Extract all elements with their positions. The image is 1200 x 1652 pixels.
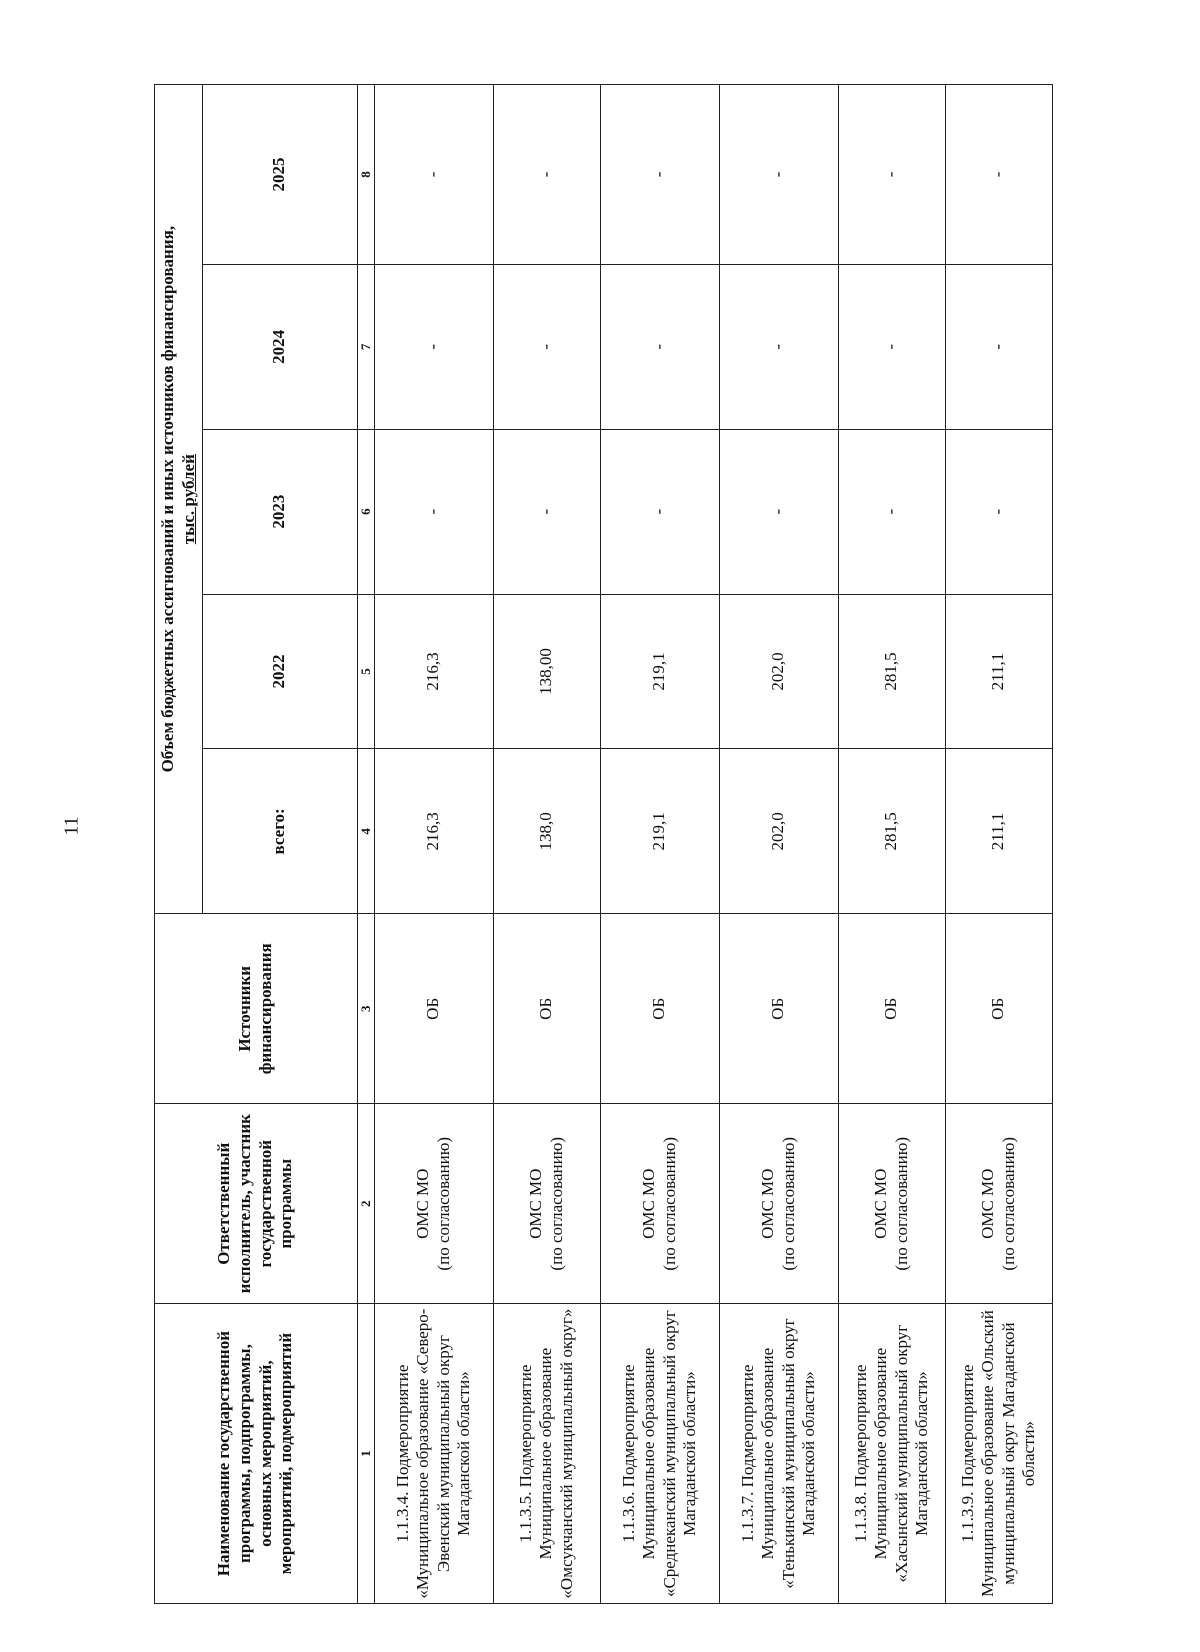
- executor-name: ОМС МО: [978, 1168, 998, 1239]
- table-row: [493, 85, 600, 1604]
- table-row: [374, 85, 493, 1604]
- row-source: ОБ: [838, 914, 945, 1104]
- executor-note: (по согласованию): [778, 1136, 798, 1271]
- row-source: ОБ: [945, 914, 1052, 1104]
- row-program-name: 1.1.3.7. Подмероприятие Муниципальное образование «Тенькинский муниципальный округ Магаданской области»: [719, 1304, 838, 1604]
- row-executor: [719, 1104, 838, 1304]
- header-funding-source: Источники финансирования: [155, 914, 358, 1104]
- column-number: 4: [357, 749, 374, 914]
- row-total: 138,0: [493, 749, 600, 914]
- table-row: [945, 85, 1052, 1604]
- column-number: 3: [357, 914, 374, 1104]
- row-total: 216,3: [374, 749, 493, 914]
- header-year-2025: 2025: [202, 85, 357, 265]
- row-executor: [838, 1104, 945, 1304]
- header-year-2022: 2022: [202, 594, 357, 749]
- row-2024: -: [945, 264, 1052, 429]
- row-2024: -: [493, 264, 600, 429]
- row-2023: -: [600, 429, 719, 594]
- column-number-row: [357, 85, 374, 1604]
- row-total: 202,0: [719, 749, 838, 914]
- header-year-2023: 2023: [202, 429, 357, 594]
- executor-name: ОМС МО: [758, 1168, 778, 1239]
- row-2022: 211,1: [945, 594, 1052, 749]
- row-2022: 202,0: [719, 594, 838, 749]
- header-executor: Ответственный исполнитель, участник государственной программы: [155, 1104, 358, 1304]
- row-2025: -: [945, 85, 1052, 265]
- row-2023: -: [945, 429, 1052, 594]
- header-total: всего:: [202, 749, 357, 914]
- row-executor: [945, 1104, 1052, 1304]
- row-2022: 281,5: [838, 594, 945, 749]
- row-2025: -: [600, 85, 719, 265]
- header-funding-volume: [155, 85, 203, 914]
- row-2025: -: [374, 85, 493, 265]
- row-2024: -: [719, 264, 838, 429]
- table-row: [600, 85, 719, 1604]
- row-total: 211,1: [945, 749, 1052, 914]
- row-executor: [600, 1104, 719, 1304]
- row-2023: -: [374, 429, 493, 594]
- row-2022: 138,00: [493, 594, 600, 749]
- row-program-name: 1.1.3.8. Подмероприятие Муниципальное образование «Хасынский муниципальный округ Магаданской области»: [838, 1304, 945, 1604]
- header-funding-units: тыс. рублей: [179, 454, 199, 545]
- row-2024: -: [600, 264, 719, 429]
- row-2023: -: [719, 429, 838, 594]
- row-2025: -: [493, 85, 600, 265]
- column-number: 2: [357, 1104, 374, 1304]
- row-program-name: 1.1.3.9. Подмероприятие Муниципальное образование «Ольский муниципальный округ Магаданской области»: [945, 1304, 1052, 1604]
- executor-note: (по согласованию): [891, 1136, 911, 1271]
- row-2023: -: [493, 429, 600, 594]
- column-number: 6: [357, 429, 374, 594]
- row-2025: -: [719, 85, 838, 265]
- row-program-name: 1.1.3.5. Подмероприятие Муниципальное образование «Омсукчанский муниципальный округ»: [493, 1304, 600, 1604]
- column-number: 8: [357, 85, 374, 265]
- header-program-name: Наименование государственной программы, подпрограммы, основных мероприятий, мероприятий, подмероприятий: [155, 1304, 358, 1604]
- column-number: 7: [357, 264, 374, 429]
- executor-note: (по согласованию): [659, 1136, 679, 1271]
- row-2023: -: [838, 429, 945, 594]
- header-funding-volume-title: Объем бюджетных ассигнований и иных источников финансирования,: [158, 225, 177, 773]
- row-total: 219,1: [600, 749, 719, 914]
- funding-table: [154, 84, 1053, 1604]
- row-source: ОБ: [493, 914, 600, 1104]
- row-2024: -: [838, 264, 945, 429]
- executor-note: (по согласованию): [546, 1136, 566, 1271]
- row-2024: -: [374, 264, 493, 429]
- row-executor: [493, 1104, 600, 1304]
- executor-name: ОМС МО: [871, 1168, 891, 1239]
- executor-name: ОМС МО: [639, 1168, 659, 1239]
- row-total: 281,5: [838, 749, 945, 914]
- row-program-name: 1.1.3.6. Подмероприятие Муниципальное образование «Среднеканский муниципальный округ Магаданской области»: [600, 1304, 719, 1604]
- row-program-name: 1.1.3.4. Подмероприятие «Муниципальное образование «Северо-Эвенский муниципальный округ Магаданской области»: [374, 1304, 493, 1604]
- executor-name: ОМС МО: [526, 1168, 546, 1239]
- table-row: [719, 85, 838, 1604]
- row-source: ОБ: [719, 914, 838, 1104]
- row-source: ОБ: [374, 914, 493, 1104]
- row-2022: 216,3: [374, 594, 493, 749]
- column-number: 5: [357, 594, 374, 749]
- row-2022: 219,1: [600, 594, 719, 749]
- page-number: 11: [60, 816, 83, 836]
- executor-name: ОМС МО: [413, 1168, 433, 1239]
- row-source: ОБ: [600, 914, 719, 1104]
- row-2025: -: [838, 85, 945, 265]
- executor-note: (по согласованию): [433, 1136, 453, 1271]
- column-number: 1: [357, 1304, 374, 1604]
- header-year-2024: 2024: [202, 264, 357, 429]
- rotated-page: [80, 0, 1200, 1652]
- row-executor: [374, 1104, 493, 1304]
- executor-note: (по согласованию): [998, 1136, 1018, 1271]
- table-row: [838, 85, 945, 1604]
